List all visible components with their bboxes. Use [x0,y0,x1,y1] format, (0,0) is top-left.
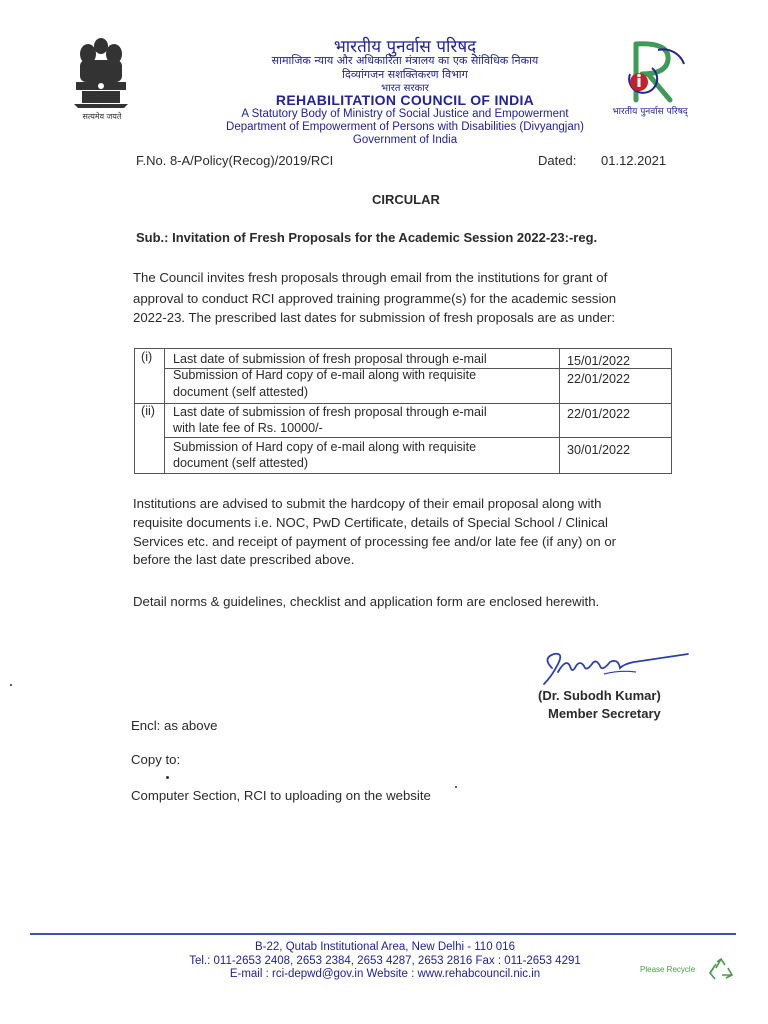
row-number: (ii) [141,404,155,418]
hindi-subtitle-2: दिव्यांगजन सशक्तिकरण विभाग [342,68,468,81]
row-description: Submission of Hard copy of e-mail along with requisite [173,368,477,382]
enclosure-note: Detail norms & guidelines, checklist and application form are enclosed herewith. [133,594,600,609]
signatory-title: Member Secretary [548,706,661,721]
row-description: Submission of Hard copy of e-mail along with requisite [173,440,477,454]
english-subtitle-3: Government of India [352,134,458,146]
dated-label: Dated: [538,153,577,168]
english-subtitle-2: Department of Empowerment of Persons with Disabilities (Divyangjan) [226,121,584,133]
hindi-subtitle-1: सामाजिक न्याय और अधिकारिता मंत्रालय का एक सांविधिक निकाय [271,54,539,67]
rci-logo-caption: भारतीय पुनर्वास परिषद् [612,107,688,117]
row-description: Last date of submission of fresh proposal through e-mail [173,352,487,366]
emblem-motto: सत्यमेव जयते [82,112,122,121]
intro-line-2: approval to conduct RCI approved training programme(s) for the academic session [133,291,617,306]
advice-line-4: before the last date prescribed above. [133,552,355,567]
council-name-english: REHABILITATION COUNCIL OF INDIA [275,92,535,108]
row-date: 22/01/2022 [567,407,631,421]
council-name-hindi: भारतीय पुनर्वास परिषद् [333,37,477,57]
advice-line-2: requisite documents i.e. NOC, PwD Certificate, details of Special School / Clinical [133,515,608,530]
row-date: 15/01/2022 [567,354,631,368]
row-date: 22/01/2022 [567,372,631,386]
intro-line-3: 2022-23. The prescribed last dates for submission of fresh proposals are as under: [133,310,616,325]
recycle-label: Please Recycle [640,965,696,974]
hindi-subtitle-3: भारत सरकार [381,83,429,94]
signatory-name: (Dr. Subodh Kumar) [538,688,661,703]
file-number: F.No. 8-A/Policy(Recog)/2019/RCI [136,153,334,168]
recycle-icon [708,958,734,982]
row-date: 30/01/2022 [567,443,631,457]
footer-divider [30,933,736,935]
english-subtitle-1: A Statutory Body of Ministry of Social Justice and Empowerment [241,108,569,120]
row-description: document (self attested) [173,385,309,399]
intro-line-1: The Council invites fresh proposals through email from the institutions for grant of [133,270,608,285]
rci-logo-icon [612,38,692,104]
row-description: document (self attested) [173,456,309,470]
subject-line: Sub.: Invitation of Fresh Proposals for the Academic Session 2022-23:-reg. [136,230,598,245]
circular-title: CIRCULAR [372,192,440,207]
row-description: with late fee of Rs. 10000/- [173,421,323,435]
row-number: (i) [141,350,153,364]
copy-to-item: Computer Section, RCI to uploading on the website [131,788,431,803]
row-description: Last date of submission of fresh proposal through e-mail [173,405,487,419]
copy-to-label: Copy to: [131,752,181,767]
handwritten-signature [540,644,690,692]
advice-line-3: Services etc. and receipt of payment of processing fee and/or late fee (if any) on or [133,534,617,549]
dated-value: 01.12.2021 [601,153,667,168]
footer-contact: E-mail : rci-depwd@gov.in Website : www.rehabcouncil.nic.in [229,968,541,980]
schedule-table [134,348,672,474]
footer-address: B-22, Qutab Institutional Area, New Delhi - 110 016 [255,941,515,953]
advice-line-1: Institutions are advised to submit the hardcopy of their email proposal along with [133,496,602,511]
enclosure-label: Encl: as above [131,718,218,733]
footer-phone: Tel.: 011-2653 2408, 2653 2384, 2653 4287, 2653 2816 Fax : 011-2653 4291 [189,955,581,967]
